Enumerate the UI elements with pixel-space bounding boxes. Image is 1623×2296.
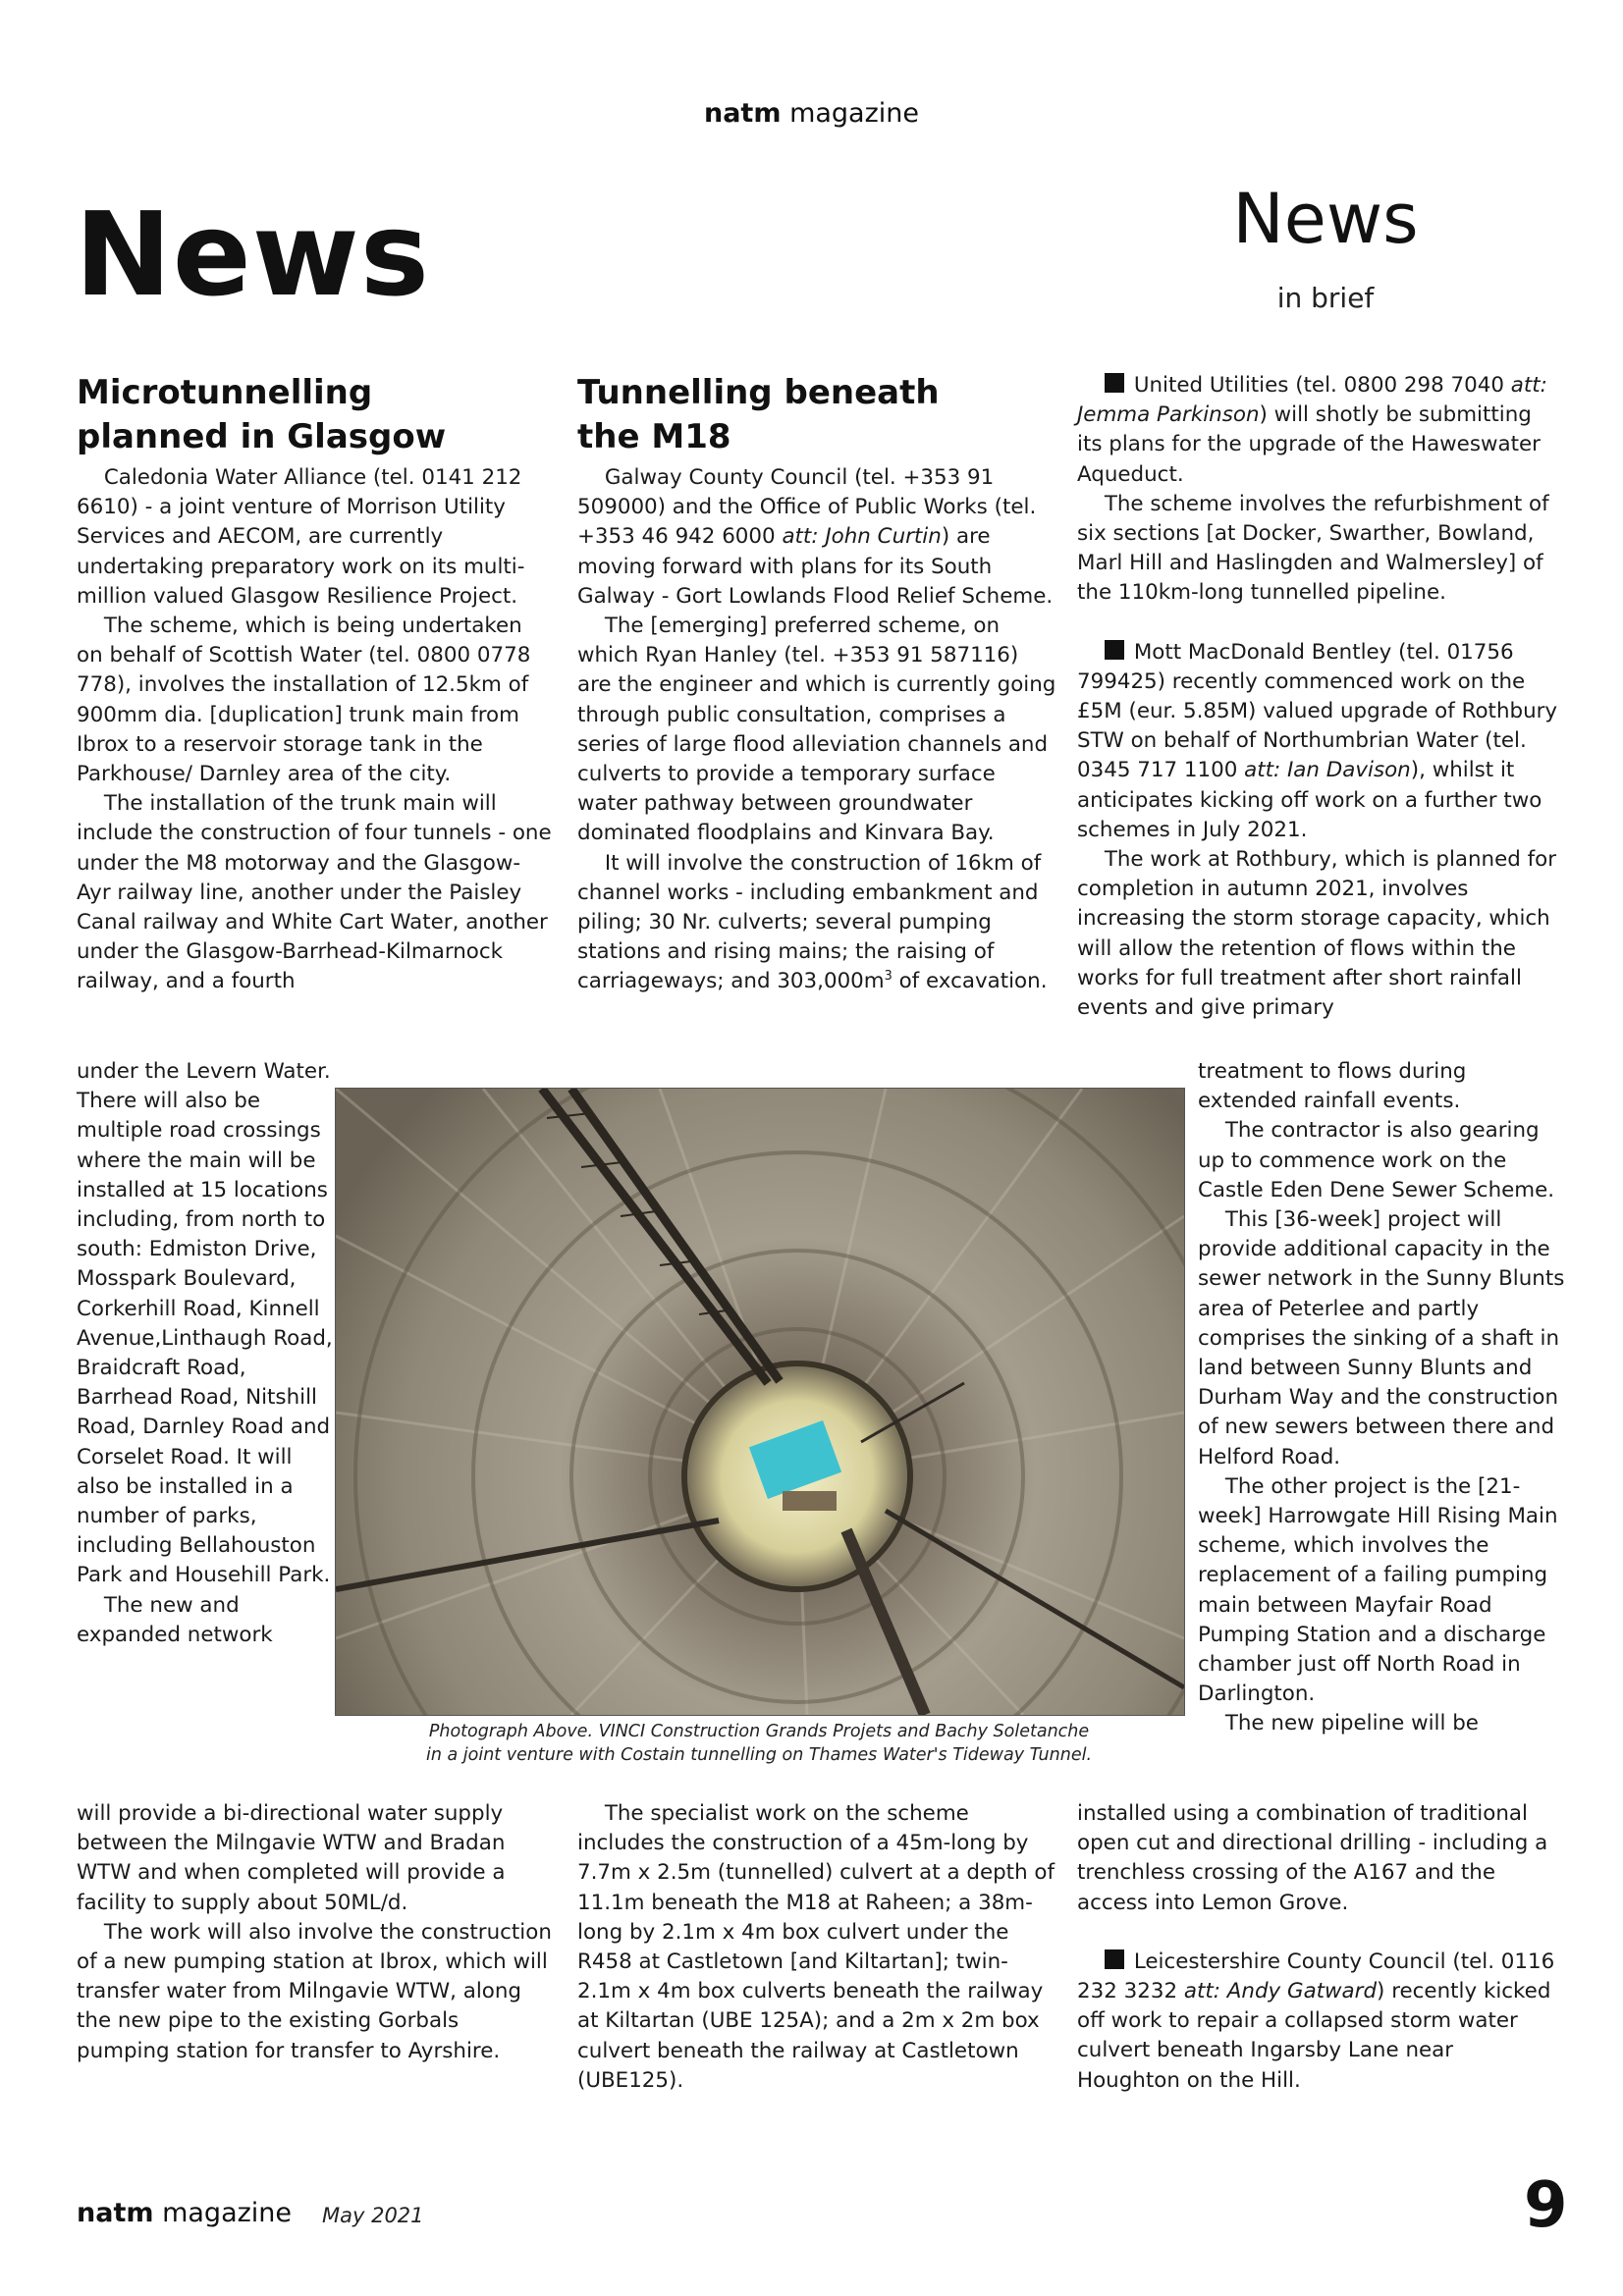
article-heading-line: Tunnelling beneath: [577, 373, 940, 412]
paragraph: Leicestershire County Council (tel. 0116 232 3232 att: Andy Gatward) recently kicked off work to repair a collapsed storm water culvert beneath Ingarsby Lane near Houghton on the Hill.: [1077, 1949, 1555, 2093]
paragraph: This [36-week] project will provide additional capacity in the sewer network in the Sunny Blunts area of Peterlee and partly comprises the sinking of a shaft in land between Sunny Blunts and Durham Way and the construction of new sewers between there and Helford Road.: [1198, 1207, 1565, 1469]
news-in-brief-title: News: [1232, 179, 1419, 259]
article-m18-heading: [577, 371, 1058, 459]
news-in-brief-subtitle: in brief: [1276, 282, 1375, 314]
article-m18-body-end: [577, 1799, 1056, 2096]
article-heading-line: the M18: [577, 417, 731, 456]
paragraph: treatment to flows during extended rainfall events.: [1198, 1059, 1467, 1114]
paragraph: The scheme, which is being undertaken on behalf of Scottish Water (tel. 0800 0778 778), involves the installation of 12.5km of 900mm dia. [duplication] trunk main from Ibrox to a reservoir storage tank in the Parkhouse/ Darnley area of the city.: [77, 614, 531, 787]
photo-caption: [335, 1720, 1183, 1767]
paragraph: The new pipeline will be: [1224, 1711, 1479, 1736]
paragraph: United Utilities (tel. 0800 298 7040 att: Jemma Parkinson) will shotly be submitting its plans for the upgrade of the Haweswater Aqueduct.: [1077, 373, 1547, 487]
paragraph: It will involve the construction of 16km of channel works - including embankment and piling; 30 Nr. culverts; several pumping stations and rising mains; the raising of carriageways; and $303,000m^3$ of excavation.: [577, 850, 1048, 994]
paragraph: The [emerging] preferred scheme, on which Ryan Hanley (tel. +353 91 587116) are the engineer and which is currently going through public consultation, comprises a series of large flood alleviation channels and culverts to provide a temporary surface water pathway between groundwater dominated floodplains and Kinvara Bay.: [577, 614, 1056, 846]
paragraph: The new and expanded network: [77, 1592, 273, 1647]
footer-brand-rest: magazine: [162, 2198, 293, 2228]
article-glasgow-body-end: [77, 1799, 558, 2066]
bullet-square-icon: [1105, 1949, 1124, 1969]
brief-leicestershire: [1077, 1799, 1560, 2096]
article-heading-line: planned in Glasgow: [77, 417, 447, 456]
caption-line: in a joint venture with Costain tunnelling on Thames Water's Tideway Tunnel.: [425, 1745, 1093, 1765]
brief-mott-macdonald-narrow: [1198, 1057, 1566, 1739]
article-glasgow-body: [77, 463, 554, 997]
brief-united-utilities: [1077, 371, 1560, 1023]
paragraph: The other project is the [21-week] Harrowgate Hill Rising Main scheme, which involves the replacement of a failing pumping main between Mayfair Road Pumping Station and a discharge chamber just off North Road in Darlington.: [1198, 1473, 1558, 1707]
paragraph: will provide a bi-directional water supply between the Milngavie WTW and Bradan WTW and when completed will provide a facility to supply about 50ML/d.: [77, 1801, 506, 1915]
paragraph: The work at Rothbury, which is planned for completion in autumn 2021, involves increasing the storm storage capacity, which will allow the retention of flows within the works for full treatment after short rainfall events and give primary: [1077, 847, 1557, 1021]
paragraph: The work will also involve the construction of a new pumping station at Ibrox, which will transfer water from Milngavie WTW, along the new pipe to the existing Gorbals pumping station for transfer to Ayrshire.: [77, 1919, 552, 2063]
tunnel-shaft-image: [336, 1089, 1184, 1715]
article-heading-line: Microtunnelling: [77, 373, 373, 412]
paragraph: The specialist work on the scheme includes the construction of a 45m-long by 7.7m x 2.5m (tunnelled) culvert at a depth of 11.1m beneath the M18 at Raheen; a 38m-long by 2.1m x 4m box culvert under the R458 at Castletown [and Kiltartan]; twin-2.1m x 4m box culverts beneath the railway at Kiltartan (UBE 125A); and a 2m x 2m box culvert beneath the railway at Castletown (UBE125).: [577, 1801, 1055, 2093]
tunnel-shaft-photo: [335, 1088, 1185, 1716]
masthead-brand: natm: [703, 98, 782, 129]
paragraph: The scheme involves the refurbishment of six sections [at Docker, Swarther, Bowland, Marl Hill and Haslingden and Walmersley] of the 110km-long tunnelled pipeline.: [1077, 491, 1549, 606]
paragraph: Galway County Council (tel. +353 91 509000) and the Office of Public Works (tel. +353 46 942 6000 att: John Curtin) are moving forward with plans for its South Galway - Gort Lowlands Flood Relief Scheme.: [577, 465, 1054, 609]
footer-brand: [77, 2198, 292, 2228]
paragraph: under the Levern Water. There will also be multiple road crossings where the main will be installed at 15 locations including, from north to south: Edmiston Drive, Mosspark Boulevard, Corkerhill Road, Kinnell Avenue,Linthaugh Road, Braidcraft Road, Barrhead Road, Nitshill Road, Darnley Road and Corselet Road. It will also be installed in a number of parks, including Bellahouston Park and Househill Park.: [77, 1059, 333, 1588]
footer-brand-name: natm: [77, 2198, 154, 2228]
masthead-rest: magazine: [789, 98, 919, 129]
paragraph: The installation of the trunk main will include the construction of four tunnels - one under the M8 motorway and the Glasgow-Ayr railway line, another under the Paisley Canal railway and White Cart Water, another under the Glasgow-Barrhead-Kilmarnock railway, and a fourth: [77, 791, 552, 994]
article-m18-body: [577, 463, 1056, 997]
footer-date: May 2021: [322, 2204, 424, 2227]
bullet-square-icon: [1105, 373, 1124, 393]
caption-line: Photograph Above. VINCI Construction Grands Projets and Bachy Soletanche: [428, 1722, 1090, 1741]
page-title: News: [75, 187, 431, 322]
article-glasgow-body-narrow: [77, 1057, 334, 1650]
paragraph: Caledonia Water Alliance (tel. 0141 212 6610) - a joint venture of Morrison Utility Services and AECOM, are currently undertaking preparatory work on its multi-million valued Glasgow Resilience Project.: [77, 465, 525, 609]
page-number: 9: [1524, 2169, 1568, 2242]
bullet-square-icon: [1105, 640, 1124, 660]
paragraph: Mott MacDonald Bentley (tel. 01756 799425) recently commenced work on the £5M (eur. 5.85M) valued upgrade of Rothbury STW on behalf of Northumbrian Water (tel. 0345 717 1100 att: Ian Davison), whilst it anticipates kicking off work on a further two schemes in July 2021.: [1077, 639, 1558, 842]
paragraph: The contractor is also gearing up to commence work on the Castle Eden Dene Sewer Scheme.: [1198, 1118, 1555, 1202]
paragraph: installed using a combination of traditional open cut and directional drilling - including a trenchless crossing of the A167 and the access into Lemon Grove.: [1077, 1801, 1548, 1915]
masthead: [0, 98, 1623, 129]
article-glasgow-heading: [77, 371, 558, 459]
